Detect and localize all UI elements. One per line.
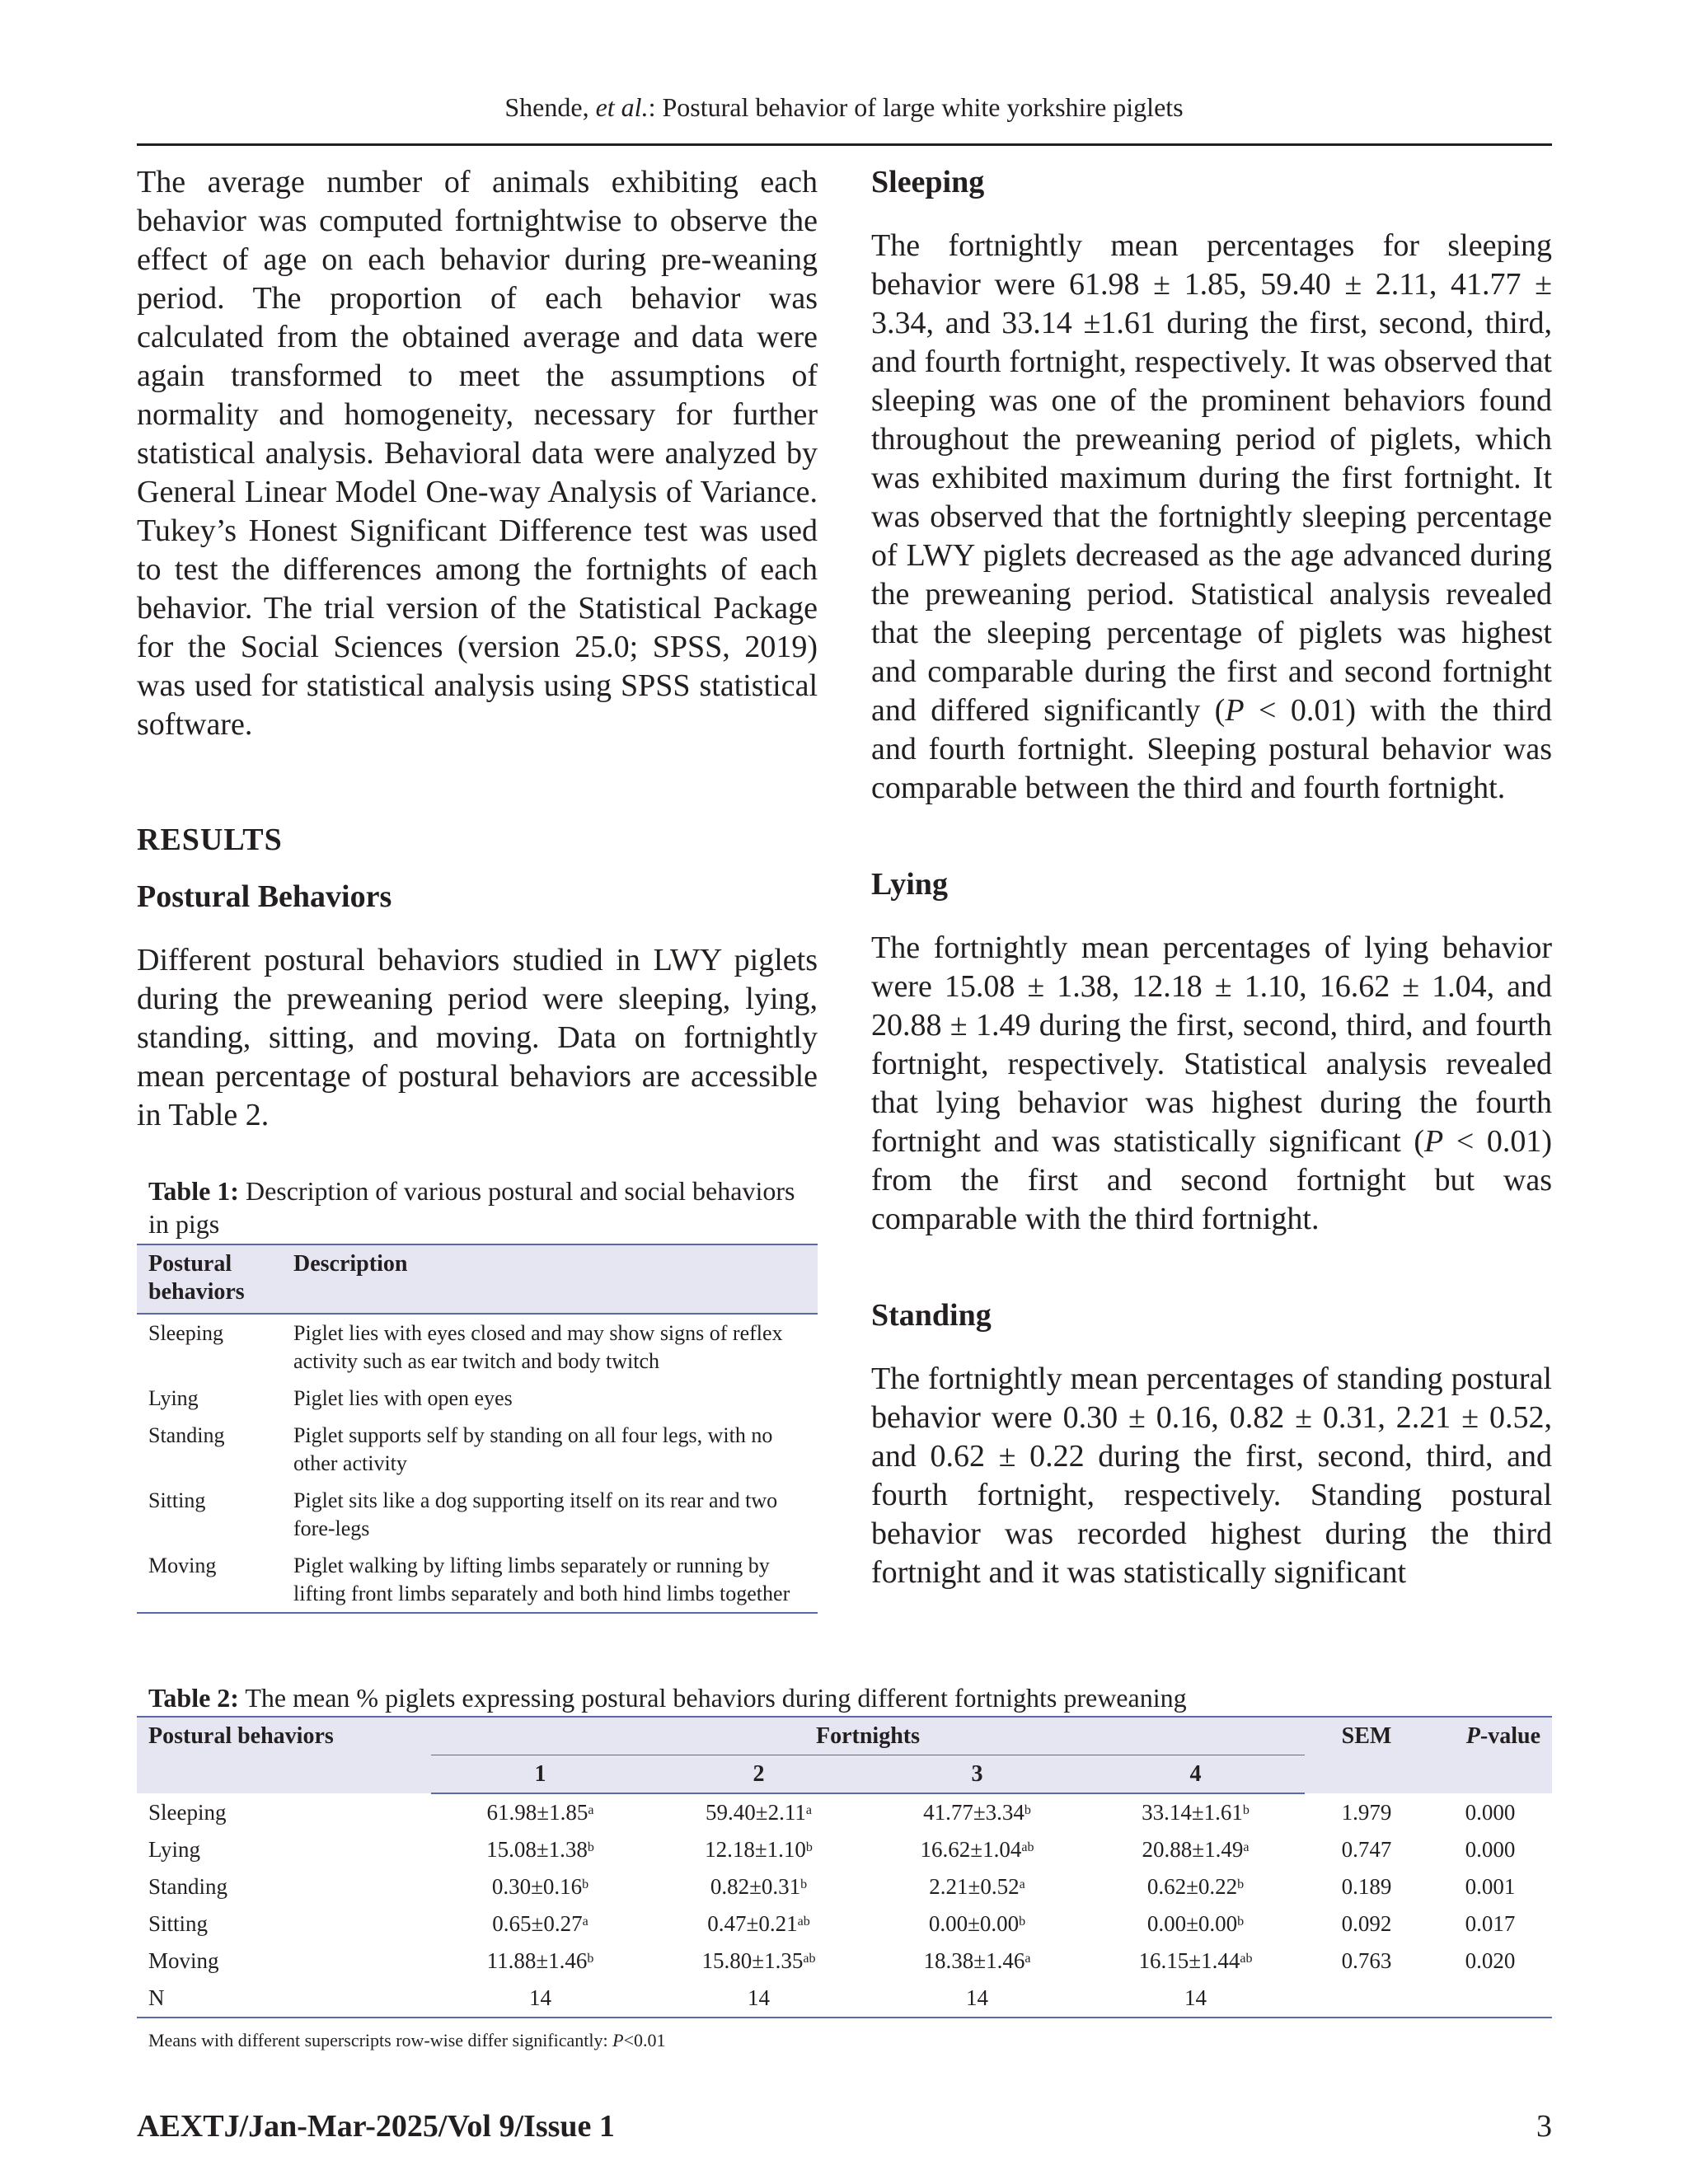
table2-p-cell: 0.000: [1465, 1799, 1516, 1825]
table2-cell: 14: [649, 1980, 868, 2018]
table2-caption-label: Table 2:: [148, 1683, 239, 1713]
table1-behavior-cell: Moving: [137, 1547, 282, 1613]
lying-paragraph: [871, 929, 1552, 1239]
table1-description-cell: Piglet lies with eyes closed and may show signs of reflex activity such as ear twitch and body twitch: [293, 1321, 783, 1373]
right-column: [871, 163, 1552, 1592]
table2-row-label: N: [137, 1980, 431, 2018]
table2-cell: 2.21±0.52$^a$: [929, 1874, 1025, 1899]
table1-behavior-cell: Standing: [148, 1423, 225, 1447]
table1-behavior-cell: Lying: [148, 1386, 199, 1410]
table2-cell: 61.98±1.85$^a$: [486, 1800, 594, 1825]
sleeping-text-a: The fortnightly mean percentages for sleeping behavior were 61.98 ± 1.85, 59.40 ± 2.11, 41.77 ± 3.34, and 33.14 ±1.61 during the first, second, third, and fourth fortnight, respectively. It was observed that sleeping was one of the prominent behaviors found throughout the preweaning period of piglets, which was exhibited maximum during the first fortnight. It was observed that the fortnightly sleeping percentage of LWY piglets decreased as the age advanced during the preweaning period. Statistical analysis revealed that the sleeping percentage of piglets was highest and comparable during the first and second fortnight and differed significantly (: [871, 228, 1552, 728]
table2-header-behavior: Postural behaviors: [137, 1717, 431, 1793]
table1-description-cell: Piglet lies with open eyes: [293, 1386, 513, 1410]
table2-sem-cell: 0.747: [1341, 1837, 1392, 1862]
table2-sem-cell: 0.763: [1341, 1948, 1392, 1973]
table2-fortnight-2: 2: [649, 1755, 868, 1794]
sleeping-paragraph: [871, 227, 1552, 808]
table2-cell: 0.62±0.22$^b$: [1146, 1874, 1245, 1899]
running-head-et-al: et al.: [595, 92, 649, 122]
table2-p-cell: 0.001: [1465, 1874, 1516, 1899]
table2-cell: 18.38±1.46$^a$: [923, 1948, 1031, 1973]
methods-paragraph: The average number of animals exhibiting each behavior was computed fortnightwise to observe the effect of age on each behavior during pre-weaning period. The proportion of each behavior was calculated from the obtained average and data were again transformed to meet the assumptions of normality and homogeneity, necessary for further statistical analysis. Behavioral data were analyzed by General Linear Model One-way Analysis of Variance. Tukey’s Honest Significant Difference test was used to test the differences among the fortnights of each behavior. The trial version of the Statistical Package for the Social Sciences (version 25.0; SPSS, 2019) was used for statistical analysis using SPSS statistical software.: [137, 165, 818, 742]
table1-behavior-cell: Sleeping: [148, 1321, 223, 1345]
table2-cell: 20.88±1.49$^a$: [1142, 1837, 1250, 1862]
table2-sem-cell: 0.092: [1341, 1911, 1392, 1936]
table-row: [137, 1943, 1552, 1980]
table2-fortnight-4: 4: [1086, 1755, 1305, 1794]
table2-header-p-rest: -value: [1479, 1723, 1540, 1749]
table2-cell: 0.30±0.16$^b$: [491, 1874, 589, 1899]
table-row: [137, 1547, 818, 1613]
lying-p-symbol: P: [1424, 1124, 1444, 1159]
table-row: [137, 1980, 1552, 2018]
table2-cell: 14: [431, 1980, 649, 2018]
table2-cell: 14: [868, 1980, 1086, 2018]
table1-header-row: [137, 1244, 818, 1314]
table-row: [137, 1417, 818, 1482]
left-column: [137, 163, 818, 1614]
table2-footnote-p-symbol: P: [612, 2030, 624, 2050]
table2-row-label: Lying: [148, 1837, 201, 1862]
table2-cell: 33.14±1.61$^b$: [1142, 1800, 1250, 1825]
table1-header-description: Description: [282, 1244, 818, 1314]
running-head-title: : Postural behavior of large white yorkshire piglets: [648, 92, 1184, 122]
table1-header-behavior: Postural behaviors: [137, 1244, 282, 1314]
table2-footnote-text: Means with different superscripts row-wise differ significantly:: [148, 2030, 613, 2050]
table1-description-cell: Piglet walking by lifting limbs separately or running by lifting front limbs separately and both hind limbs together: [282, 1547, 818, 1613]
table2-cell: 14: [1086, 1980, 1305, 2018]
table-row: [137, 1314, 818, 1380]
table2-cell: 59.40±2.11$^a$: [706, 1800, 812, 1825]
table1-description-cell: Piglet supports self by standing on all four legs, with no other activity: [293, 1423, 773, 1475]
header-rule: [137, 143, 1552, 146]
table2-cell: 0.82±0.31$^b$: [710, 1874, 808, 1899]
table1-caption-label: Table 1:: [148, 1176, 239, 1206]
table1-caption: [137, 1174, 818, 1240]
table2-sem-cell: 1.979: [1341, 1799, 1392, 1825]
table2-header-p-symbol: P: [1465, 1723, 1480, 1749]
table2-cell: 0.47±0.21$^{ab}$: [707, 1911, 810, 1936]
table1-caption-text: Description of various postural and social behaviors in pigs: [148, 1176, 795, 1239]
running-head-authors: Shende,: [504, 92, 596, 122]
table2-footnote: [148, 2030, 665, 2051]
table2-p-cell: 0.000: [1465, 1837, 1516, 1862]
table-row: [137, 1868, 1552, 1905]
sleeping-text-b: < 0.01) with the third and fourth fortnight. Sleeping postural behavior was comparable between the third and fourth fortnight.: [871, 693, 1552, 805]
table-row: [137, 1482, 818, 1547]
table2-row-label: Moving: [148, 1948, 219, 1973]
table2-header-sem: SEM: [1305, 1717, 1428, 1793]
table2: [137, 1716, 1552, 2018]
table1-behavior-cell: Sitting: [148, 1488, 206, 1512]
postural-behaviors-paragraph: Different postural behaviors studied in LWY piglets during the preweaning period were sleeping, lying, standing, sitting, and moving. Data on fortnightly mean percentage of postural behaviors are accessible in Table 2.: [137, 943, 818, 1132]
table2-cell: 11.88±1.46$^b$: [486, 1948, 594, 1973]
table2-row-label: Standing: [148, 1874, 228, 1899]
table2-row-label: Sleeping: [148, 1799, 227, 1825]
table2-cell: 16.15±1.44$^{ab}$: [1138, 1948, 1253, 1973]
table2-caption: [137, 1681, 1564, 1714]
table-row: [137, 1905, 1552, 1943]
table2-header-row: [137, 1717, 1552, 1755]
table2-sem-cell: [1305, 1980, 1428, 2018]
lying-text-a: The fortnightly mean percentages of lying behavior were 15.08 ± 1.38, 12.18 ± 1.10, 16.62 ± 1.04, and 20.88 ± 1.49 during the first, second, third, and fourth fortnight, respectively. Statistical analysis revealed that lying behavior was highest during the fourth fortnight and was statistically significant (: [871, 930, 1552, 1159]
table-row: [137, 1380, 818, 1417]
table2-cell: 0.00±0.00$^b$: [928, 1911, 1026, 1936]
journal-footer: AEXTJ/Jan-Mar-2025/Vol 9/Issue 1: [137, 2109, 615, 2144]
lying-heading: Lying: [871, 867, 948, 902]
table2-footnote-threshold: <0.01: [623, 2030, 666, 2050]
table2-caption-text: The mean % piglets expressing postural behaviors during different fortnights preweaning: [238, 1683, 1187, 1713]
results-heading: RESULTS: [137, 823, 283, 857]
standing-paragraph: The fortnightly mean percentages of standing postural behavior were 0.30 ± 0.16, 0.82 ± 0.31, 2.21 ± 0.52, and 0.62 ± 0.22 during the first, second, third, and fourth fortnight, respectively. Standing postural behavior was recorded highest during the third fortnight and it was statistically significant: [871, 1361, 1552, 1590]
postural-behaviors-heading: Postural Behaviors: [137, 879, 392, 914]
table2-header-p-value: [1428, 1717, 1552, 1793]
table2-p-cell: [1428, 1980, 1552, 2018]
table2-cell: 12.18±1.10$^b$: [705, 1837, 813, 1862]
table2-p-cell: 0.017: [1465, 1911, 1516, 1936]
table2-cell: 16.62±1.04$^{ab}$: [920, 1837, 1034, 1862]
table1: [137, 1244, 818, 1614]
lying-text-b: < 0.01) from the first and second fortnight but was comparable with the third fortnight.: [871, 1124, 1552, 1236]
table2-cell: 0.65±0.27$^a$: [492, 1911, 588, 1936]
table2-row-label: Sitting: [148, 1911, 209, 1936]
table2-p-cell: 0.020: [1465, 1948, 1516, 1973]
table2-cell: 41.77±3.34$^b$: [923, 1800, 1031, 1825]
sleeping-p-symbol: P: [1225, 693, 1245, 728]
table2-cell: 15.80±1.35$^{ab}$: [701, 1948, 816, 1973]
table1-description-cell: Piglet sits like a dog supporting itself on its rear and two fore-legs: [293, 1488, 778, 1540]
table-row: [137, 1831, 1552, 1868]
sleeping-heading: Sleeping: [871, 165, 985, 199]
running-head: [0, 92, 1688, 123]
table-row: [137, 1793, 1552, 1831]
table2-cell: 0.00±0.00$^b$: [1146, 1911, 1245, 1936]
table2-header-fortnights: Fortnights: [431, 1717, 1305, 1755]
table2-fortnight-3: 3: [868, 1755, 1086, 1794]
standing-heading: Standing: [871, 1298, 992, 1333]
table2-cell: 15.08±1.38$^b$: [486, 1837, 594, 1862]
table2-sem-cell: 0.189: [1341, 1874, 1392, 1899]
table2-fortnight-1: 1: [431, 1755, 649, 1794]
page-number: 3: [1536, 2109, 1552, 2144]
